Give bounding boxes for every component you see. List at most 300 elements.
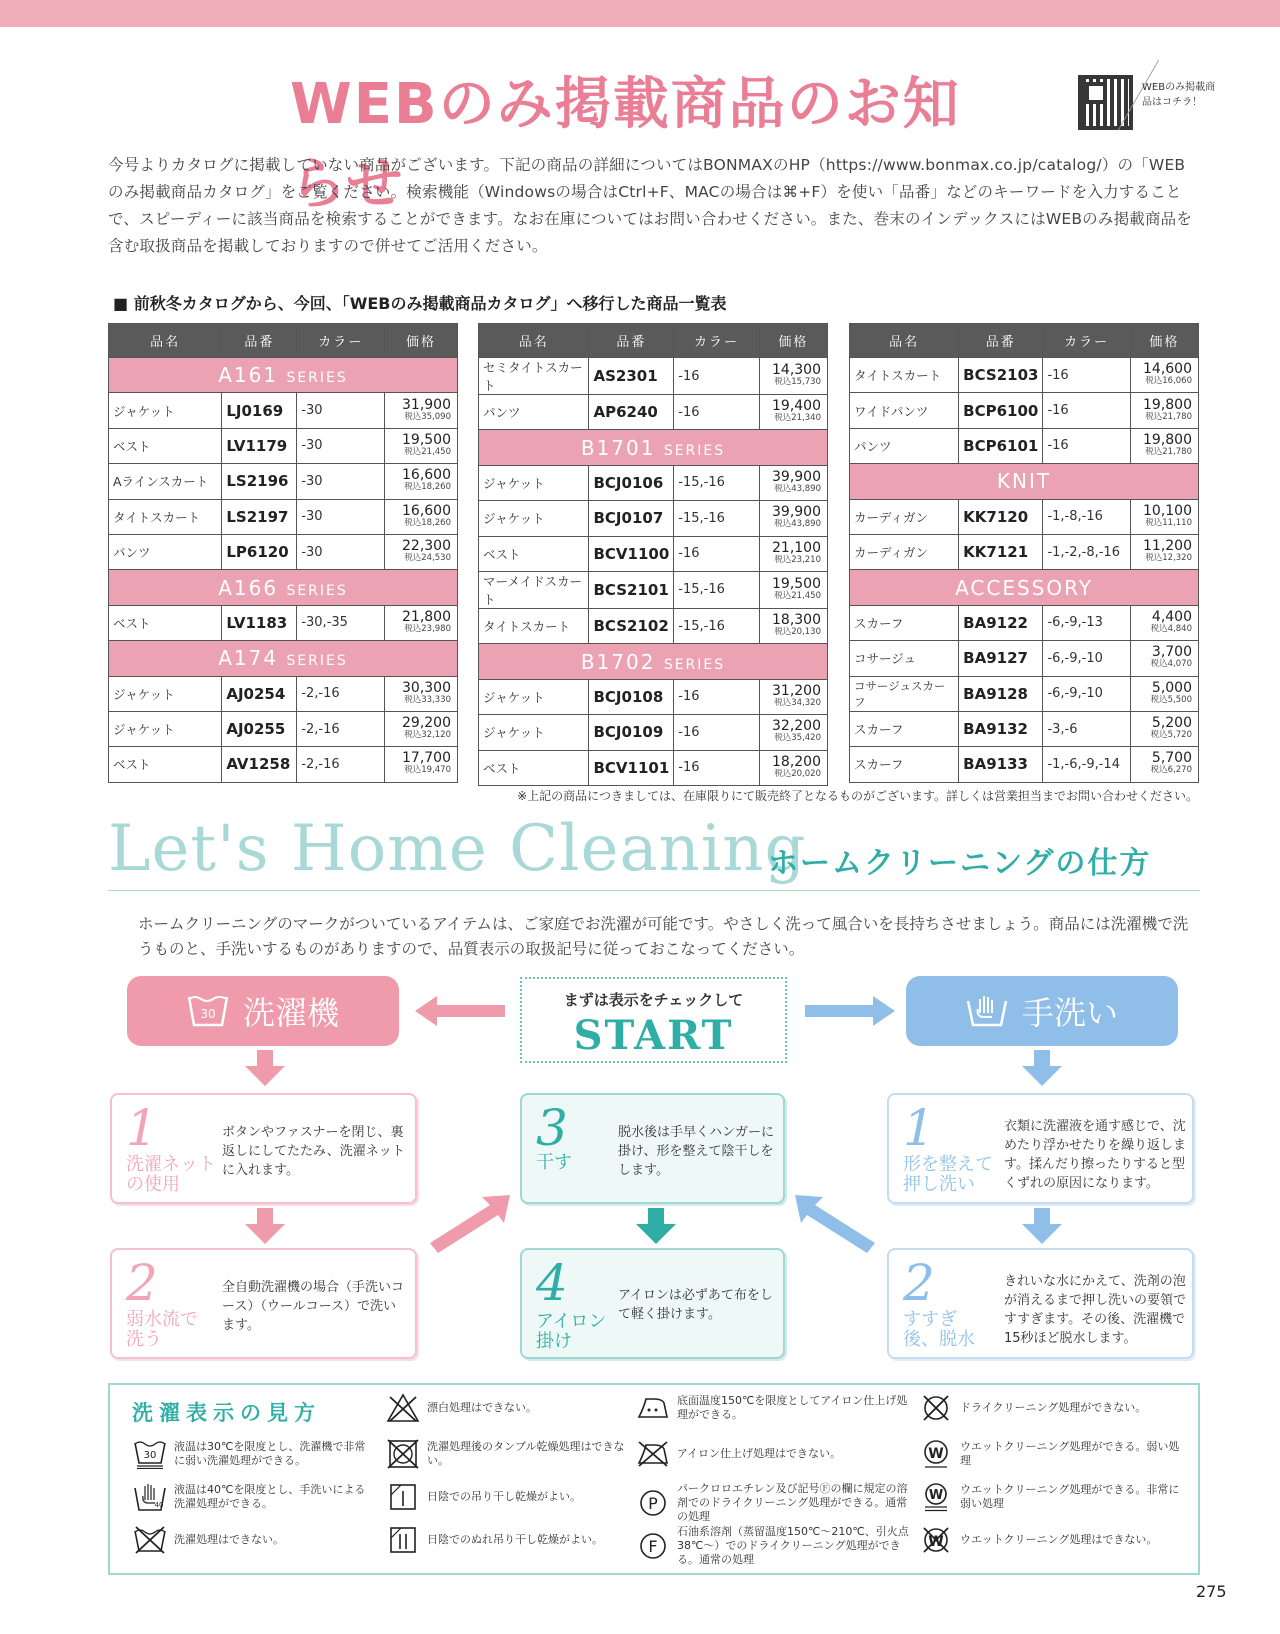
legend-item	[635, 1482, 917, 1524]
legend-text: 漂白処理はできない。	[427, 1401, 537, 1414]
item-price	[385, 676, 458, 711]
legend-text: アイロン仕上げ処理はできない。	[677, 1447, 842, 1460]
item-name: ジャケット	[479, 501, 589, 536]
legend-item	[385, 1439, 627, 1469]
series-name: KNIT	[996, 469, 1052, 494]
item-name: Aラインスカート	[109, 464, 222, 499]
series-name: A166	[218, 575, 279, 600]
step-number: 2	[903, 1254, 935, 1312]
col-header-price: 価格	[385, 324, 458, 358]
step-desc: 脱水後は手早くハンガーに掛け、形を整えて陰干しをします。	[618, 1125, 775, 1178]
item-code: LV1179	[222, 428, 297, 463]
table-row	[479, 465, 828, 500]
icon-temp-30: 30	[200, 1007, 216, 1021]
price-value: 18,300	[772, 612, 821, 629]
table-row	[850, 428, 1199, 463]
col-header-price: 価格	[759, 324, 827, 358]
item-colors: -3,-6	[1043, 711, 1130, 746]
no-iron-icon	[636, 1439, 670, 1469]
shade-drip-dry-icon	[386, 1525, 420, 1555]
item-colors: -15,-16	[674, 571, 759, 608]
item-price	[385, 605, 458, 640]
series-suffix: SERIES	[286, 370, 348, 387]
price-value: 22,300	[402, 538, 451, 555]
start-subtitle: まずは表示をチェックして	[563, 991, 744, 1009]
table-header-row	[479, 324, 828, 358]
table-row	[479, 715, 828, 750]
no-dry-clean-icon	[919, 1393, 953, 1423]
price-tax: 税込35,420	[774, 733, 821, 744]
item-name: ジャケット	[109, 711, 222, 746]
machine-step-2	[110, 1248, 417, 1359]
hand-wash-header	[906, 976, 1178, 1046]
price-value: 21,100	[772, 539, 821, 556]
item-colors: -30	[297, 464, 385, 499]
item-code: BA9132	[959, 711, 1043, 746]
table-row	[109, 428, 458, 463]
col-header-name: 品名	[850, 324, 959, 358]
table-row	[109, 711, 458, 746]
price-tax: 税込24,530	[404, 553, 451, 564]
hand-wash-label: 手洗い	[1021, 994, 1118, 1032]
series-name: B1702	[580, 649, 656, 674]
item-colors: -2,-16	[297, 747, 385, 782]
item-price	[1130, 499, 1198, 534]
price-tax: 税込21,780	[1145, 446, 1192, 457]
series-row	[850, 464, 1199, 499]
arrow-down-icon	[245, 1208, 285, 1244]
item-code: LS2197	[222, 499, 297, 534]
table-heading: ■ 前秋冬カタログから、今回、「WEBのみ掲載商品カタログ」へ移行した商品一覧表	[113, 294, 727, 313]
arrow-diagonal-icon	[430, 1195, 510, 1255]
cleaning-intro: ホームクリーニングのマークがついているアイテムは、ご家庭でお洗濯が可能です。やさしく洗って風合いを長持ちさせましょう。商品には洗濯機で洗うものと、手洗いするものがありますので、品質表示の取扱記号に従っておこなってください。	[138, 915, 1189, 958]
series-row	[109, 358, 458, 393]
price-tax: 税込19,470	[404, 765, 451, 776]
table-row	[109, 464, 458, 499]
price-value: 31,200	[772, 682, 821, 699]
col-header-color: カラー	[1043, 324, 1130, 358]
step-desc: アイロンは必ずあて布をして軽く掛けます。	[618, 1288, 773, 1322]
item-colors: -30	[297, 393, 385, 428]
item-colors: -2,-16	[297, 711, 385, 746]
table-header-row	[109, 324, 458, 358]
arrow-down-icon	[1022, 1208, 1062, 1244]
qr-note: WEBのみ掲載商品はコチラ！	[1142, 82, 1216, 108]
item-colors: -1,-2,-8,-16	[1043, 534, 1130, 569]
item-code: BCJ0107	[589, 501, 674, 536]
hand-step-1	[887, 1093, 1194, 1204]
item-code: BCV1100	[589, 536, 674, 571]
series-row	[479, 430, 828, 465]
item-price	[1130, 534, 1198, 569]
col-header-code: 品番	[589, 324, 674, 358]
legend-text: パークロロエチレン及び記号Ⓕの欄に規定の溶剤でのドライクリーニング処理ができる。通常の処理	[677, 1482, 908, 1523]
step-number: 1	[903, 1099, 935, 1157]
item-code: BCP6100	[959, 393, 1043, 428]
step-label: アイロン掛け	[536, 1311, 607, 1352]
item-code: LV1183	[222, 605, 297, 640]
price-tax: 税込11,110	[1145, 517, 1192, 528]
step-label: すすぎ後、脱水	[903, 1309, 975, 1350]
legend-text: 洗濯処理後のタンブル乾燥処理はできない。	[427, 1440, 625, 1467]
item-name: タイトスカート	[479, 608, 589, 643]
table-row	[109, 499, 458, 534]
price-tax: 税込43,890	[774, 519, 821, 530]
table-row	[850, 534, 1199, 569]
price-value: 14,600	[1143, 361, 1192, 378]
item-colors: -16	[674, 358, 759, 395]
price-tax: 税込35,090	[404, 411, 451, 422]
machine-wash-label: 洗濯機	[242, 994, 339, 1032]
series-name: B1701	[580, 435, 656, 460]
item-name: ジャケット	[479, 465, 589, 500]
table-row	[109, 747, 458, 782]
item-name: スカーフ	[850, 711, 959, 746]
item-price	[385, 747, 458, 782]
table-footnote: ※上記の商品につきましては、在庫限りにて販売終了となるものがございます。詳しくは営業担当までお問い合わせください。	[517, 789, 1198, 803]
table-row	[479, 536, 828, 571]
series-suffix: SERIES	[286, 582, 348, 599]
price-value: 5,700	[1151, 750, 1192, 767]
table-row	[850, 358, 1199, 393]
legend-item	[132, 1482, 374, 1512]
item-code: LS2196	[222, 464, 297, 499]
care-label-legend	[108, 1383, 1200, 1575]
table-row	[850, 747, 1199, 782]
item-name: マーメイドスカート	[479, 571, 589, 608]
table-row	[850, 641, 1199, 676]
item-name: ベスト	[109, 428, 222, 463]
table-row	[109, 534, 458, 569]
item-name: ベスト	[109, 605, 222, 640]
step-number: 1	[126, 1099, 158, 1157]
price-value: 31,900	[402, 396, 451, 413]
arrow-left-icon	[415, 996, 505, 1026]
table-row	[479, 501, 828, 536]
legend-text: 日陰での吊り干し乾燥がよい。	[427, 1490, 581, 1503]
price-tax: 税込4,840	[1150, 623, 1192, 634]
hand-step-2	[887, 1248, 1194, 1359]
legend-text: ウエットクリーニング処理ができる。非常に弱い処理	[960, 1483, 1180, 1510]
table-row	[479, 358, 828, 395]
item-price	[1130, 605, 1198, 640]
col-header-color: カラー	[674, 324, 759, 358]
item-colors: -30,-35	[297, 605, 385, 640]
item-name: パンツ	[479, 395, 589, 430]
table-row	[109, 676, 458, 711]
table-row	[850, 711, 1199, 746]
item-colors: -16	[674, 395, 759, 430]
price-value: 30,300	[402, 679, 451, 696]
legend-item	[918, 1393, 1190, 1423]
legend-text: 液温は30℃を限度とし、洗濯機で非常に弱い洗濯処理ができる。	[174, 1440, 366, 1467]
item-name: パンツ	[109, 534, 222, 569]
top-color-bar	[0, 0, 1280, 27]
no-wash-icon	[133, 1525, 167, 1555]
table-row	[850, 605, 1199, 640]
item-price	[759, 501, 827, 536]
item-code: KK7121	[959, 534, 1043, 569]
item-colors: -16	[674, 536, 759, 571]
step-desc: 全自動洗濯機の場合（手洗いコース）（ウールコース）で洗います。	[222, 1280, 405, 1333]
item-colors: -16	[674, 750, 759, 785]
start-label: START	[573, 1012, 734, 1059]
legend-text: ウエットクリーニング処理はできない。	[960, 1533, 1158, 1546]
item-price	[759, 465, 827, 500]
item-name: ベスト	[109, 747, 222, 782]
item-price	[1130, 711, 1198, 746]
symbol-f: F	[648, 1537, 658, 1556]
item-colors: -16	[1043, 428, 1130, 463]
product-table-3	[849, 323, 1199, 783]
item-name: カーディガン	[850, 534, 959, 569]
price-tax: 税込12,320	[1145, 553, 1192, 564]
legend-item	[635, 1439, 917, 1469]
item-name: ジャケット	[109, 393, 222, 428]
series-name: A174	[218, 646, 279, 671]
item-code: BA9122	[959, 605, 1043, 640]
wet-clean-gentle-icon	[919, 1439, 953, 1469]
price-tax: 税込5,500	[1150, 694, 1192, 705]
item-name: ベスト	[479, 536, 589, 571]
item-code: AJ0255	[222, 711, 297, 746]
price-tax: 税込23,210	[774, 554, 821, 565]
step-desc: 衣類に洗濯液を通す感じで、沈めたり浮かせたりを繰り返します。揉んだり擦ったりすると型くずれの原因になります。	[1004, 1119, 1187, 1191]
price-tax: 税込16,060	[1145, 376, 1192, 387]
col-header-name: 品名	[479, 324, 589, 358]
temp-40: 40	[154, 1501, 164, 1509]
price-value: 32,200	[772, 718, 821, 735]
price-value: 10,100	[1143, 502, 1192, 519]
item-name: スカーフ	[850, 605, 959, 640]
product-table-1	[108, 323, 458, 783]
item-price	[759, 395, 827, 430]
page-title: WEBのみ掲載商品のお知らせ	[290, 72, 961, 217]
col-header-color: カラー	[297, 324, 385, 358]
series-suffix: SERIES	[663, 442, 726, 459]
step-desc: ボタンやファスナーを閉じ、裏返しにしてたたみ、洗濯ネットに入れます。	[222, 1125, 405, 1178]
table-row	[109, 393, 458, 428]
item-colors: -6,-9,-10	[1043, 676, 1130, 711]
price-tax: 税込32,120	[404, 730, 451, 741]
item-code: AS2301	[589, 358, 674, 395]
item-price	[1130, 747, 1198, 782]
price-value: 16,600	[402, 502, 451, 519]
item-price	[759, 679, 827, 714]
price-tax: 税込43,890	[774, 483, 821, 494]
arrow-diagonal-icon	[795, 1195, 875, 1255]
common-step-4	[520, 1248, 785, 1359]
item-name: スカーフ	[850, 747, 959, 782]
table-row	[479, 395, 828, 430]
item-code: BCS2101	[589, 571, 674, 608]
price-value: 39,900	[772, 504, 821, 521]
item-colors: -1,-6,-9,-14	[1043, 747, 1130, 782]
item-name: ワイドパンツ	[850, 393, 959, 428]
table-row	[479, 608, 828, 643]
shade-line-dry-icon	[386, 1482, 420, 1512]
item-name: コサージュスカーフ	[850, 676, 959, 711]
legend-item	[385, 1525, 627, 1555]
item-code: LP6120	[222, 534, 297, 569]
item-code: BCJ0109	[589, 715, 674, 750]
item-colors: -15,-16	[674, 465, 759, 500]
series-name: A161	[218, 363, 279, 388]
col-header-code: 品番	[959, 324, 1043, 358]
common-step-3	[520, 1093, 785, 1204]
legend-item	[635, 1393, 917, 1423]
legend-text: ウエットクリーニング処理ができる。弱い処理	[960, 1440, 1180, 1467]
item-code: KK7120	[959, 499, 1043, 534]
price-value: 14,300	[772, 362, 821, 378]
item-name: ジャケット	[479, 715, 589, 750]
price-tax: 税込21,450	[404, 446, 451, 457]
legend-title: 洗濯表示の見方	[132, 1401, 321, 1425]
hand-wash-icon	[966, 993, 1008, 1029]
wet-clean-very-gentle-icon	[919, 1482, 953, 1512]
symbol-w: W	[928, 1534, 944, 1550]
price-value: 29,200	[402, 715, 451, 732]
item-code: BCP6101	[959, 428, 1043, 463]
price-tax: 税込20,130	[774, 627, 821, 638]
price-value: 3,700	[1151, 644, 1192, 661]
item-code: BA9127	[959, 641, 1043, 676]
item-price	[1130, 676, 1198, 711]
symbol-w: W	[928, 1446, 944, 1462]
series-suffix: SERIES	[286, 653, 348, 670]
iron-150-icon	[636, 1393, 670, 1423]
price-value: 18,200	[772, 753, 821, 770]
series-suffix: SERIES	[663, 656, 726, 673]
temp-30: 30	[143, 1450, 157, 1461]
col-header-price: 価格	[1130, 324, 1198, 358]
item-code: BCV1101	[589, 750, 674, 785]
price-value: 19,500	[772, 575, 821, 592]
step-label: 洗濯ネットの使用	[126, 1154, 216, 1195]
item-colors: -16	[1043, 358, 1130, 393]
product-table-2	[478, 323, 828, 786]
symbol-p: P	[648, 1494, 658, 1513]
legend-item	[132, 1439, 374, 1469]
price-value: 4,400	[1151, 608, 1192, 625]
item-colors: -15,-16	[674, 608, 759, 643]
table-row	[850, 499, 1199, 534]
item-price	[385, 428, 458, 463]
price-tax: 税込33,330	[404, 694, 451, 705]
divider	[108, 890, 1200, 891]
table-row	[850, 676, 1199, 711]
price-tax: 税込21,340	[774, 413, 821, 424]
table-row	[479, 679, 828, 714]
cleaning-title-en: Let's Home Cleaning	[108, 812, 807, 886]
series-name: ACCESSORY	[955, 575, 1093, 600]
legend-text: 底面温度150℃を限度としてアイロン仕上げ処理ができる。	[677, 1394, 908, 1421]
item-price	[759, 358, 827, 395]
item-price	[759, 571, 827, 608]
price-value: 19,400	[772, 398, 821, 415]
item-price	[1130, 641, 1198, 676]
price-tax: 税込20,020	[774, 768, 821, 779]
arrow-down-icon	[636, 1208, 676, 1244]
legend-item	[385, 1393, 627, 1423]
start-box	[520, 977, 787, 1063]
price-tax: 税込18,260	[404, 517, 451, 528]
item-code: BCJ0106	[589, 465, 674, 500]
series-row	[109, 570, 458, 605]
item-code: BA9128	[959, 676, 1043, 711]
item-price	[385, 464, 458, 499]
legend-item	[635, 1525, 917, 1567]
price-tax: 税込21,450	[774, 590, 821, 601]
price-value: 39,900	[772, 468, 821, 485]
symbol-w: W	[928, 1488, 944, 1503]
item-name: コサージュ	[850, 641, 959, 676]
item-name: ベスト	[479, 750, 589, 785]
item-name: セミタイトスカート	[479, 358, 589, 395]
legend-item	[385, 1482, 627, 1512]
table-header-row	[850, 324, 1199, 358]
item-name: ジャケット	[479, 679, 589, 714]
price-value: 19,800	[1143, 396, 1192, 413]
wash-30-very-gentle-icon	[133, 1439, 167, 1469]
step-number: 4	[536, 1254, 568, 1312]
item-colors: -2,-16	[297, 676, 385, 711]
legend-item	[918, 1525, 1190, 1555]
legend-item	[132, 1525, 374, 1555]
no-tumble-dry-icon	[386, 1439, 420, 1469]
arrow-right-icon	[805, 996, 895, 1026]
price-tax: 税込23,980	[404, 623, 451, 634]
item-price	[1130, 393, 1198, 428]
step-label: 干す	[536, 1152, 572, 1173]
col-header-code: 品番	[222, 324, 297, 358]
price-value: 19,800	[1143, 431, 1192, 448]
arrow-down-icon	[245, 1050, 285, 1086]
legend-text: 日陰でのぬれ吊り干し乾燥がよい。	[427, 1533, 603, 1546]
legend-text: 石油系溶剤（蒸留温度150℃～210℃、引火点 38℃～）でのドライクリーニング処理ができる。通常の処理	[677, 1525, 909, 1566]
item-colors: -1,-8,-16	[1043, 499, 1130, 534]
price-value: 11,200	[1143, 538, 1192, 555]
item-colors: -6,-9,-13	[1043, 605, 1130, 640]
item-name: パンツ	[850, 428, 959, 463]
step-desc: きれいな水にかえて、洗剤の泡が消えるまで押し洗いの要領ですすぎます。その後、洗濯機で15秒ほど脱水します。	[1004, 1274, 1187, 1346]
no-wet-clean-icon	[919, 1525, 953, 1555]
price-tax: 税込5,720	[1150, 730, 1192, 741]
item-price	[385, 534, 458, 569]
series-row	[479, 644, 828, 679]
item-code: AP6240	[589, 395, 674, 430]
dry-clean-p-icon	[636, 1488, 670, 1518]
item-colors: -16	[674, 679, 759, 714]
item-code: BCS2103	[959, 358, 1043, 393]
item-code: BA9133	[959, 747, 1043, 782]
price-value: 16,600	[402, 467, 451, 484]
item-colors: -30	[297, 534, 385, 569]
item-price	[1130, 428, 1198, 463]
price-tax: 税込6,270	[1150, 765, 1192, 776]
price-tax: 税込34,320	[774, 697, 821, 708]
item-price	[1130, 358, 1198, 393]
table-row	[109, 605, 458, 640]
item-code: BCS2102	[589, 608, 674, 643]
item-colors: -30	[297, 428, 385, 463]
item-colors: -6,-9,-10	[1043, 641, 1130, 676]
price-value: 21,800	[402, 608, 451, 625]
item-price	[759, 715, 827, 750]
no-bleach-icon	[386, 1393, 420, 1423]
price-tax: 税込18,260	[404, 482, 451, 493]
legend-text: ドライクリーニング処理ができない。	[960, 1401, 1147, 1414]
